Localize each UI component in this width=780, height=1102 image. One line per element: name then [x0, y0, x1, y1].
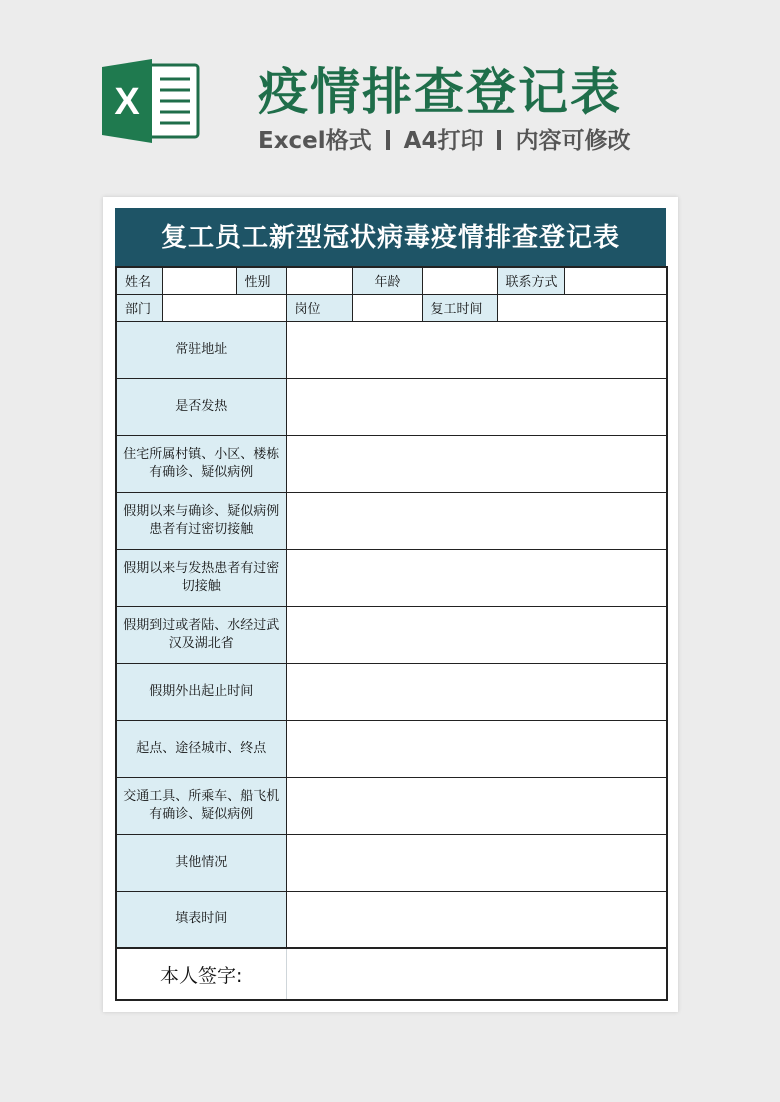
- question-label: 其他情况: [116, 834, 286, 891]
- answer-field[interactable]: [286, 606, 667, 663]
- age-field[interactable]: [422, 267, 497, 294]
- info-row-2: [116, 294, 667, 321]
- answer-field[interactable]: [286, 321, 667, 378]
- info-row-1: [116, 267, 667, 294]
- question-label: 常驻地址: [116, 321, 286, 378]
- question-label: 假期外出起止时间: [116, 663, 286, 720]
- name-field[interactable]: [162, 267, 236, 294]
- question-label: 假期以来与确诊、疑似病例患者有过密切接触: [116, 492, 286, 549]
- page-subtitle: [258, 122, 630, 155]
- age-label: 年龄: [352, 267, 422, 294]
- question-row: [116, 378, 667, 435]
- form-table: [115, 266, 668, 1001]
- department-label: 部门: [116, 294, 162, 321]
- name-label: 姓名: [116, 267, 162, 294]
- subtitle-edit: 内容可修改: [515, 128, 631, 154]
- question-row: [116, 834, 667, 891]
- signature-row: [116, 948, 667, 1000]
- answer-field[interactable]: [286, 549, 667, 606]
- question-row: [116, 435, 667, 492]
- subtitle-separator: [497, 130, 501, 150]
- subtitle-separator: [386, 130, 390, 150]
- answer-field[interactable]: [286, 720, 667, 777]
- question-label: 填表时间: [116, 891, 286, 948]
- gender-field[interactable]: [286, 267, 352, 294]
- position-field[interactable]: [352, 294, 422, 321]
- question-label: 假期到过或者陆、水经过武汉及湖北省: [116, 606, 286, 663]
- question-label: 住宅所属村镇、小区、楼栋有确诊、疑似病例: [116, 435, 286, 492]
- question-row: [116, 720, 667, 777]
- contact-label: 联系方式: [497, 267, 564, 294]
- return-time-field[interactable]: [497, 294, 667, 321]
- question-row: [116, 891, 667, 948]
- excel-logo-icon: [100, 55, 200, 145]
- question-label: 交通工具、所乘车、船飞机有确诊、疑似病例: [116, 777, 286, 834]
- subtitle-format: Excel格式: [258, 128, 372, 154]
- question-row: [116, 549, 667, 606]
- question-row: [116, 321, 667, 378]
- registration-form: [115, 208, 666, 1001]
- gender-label: 性别: [236, 267, 286, 294]
- return-time-label: 复工时间: [422, 294, 497, 321]
- page-title: 疫情排查登记表: [258, 63, 622, 121]
- answer-field[interactable]: [286, 378, 667, 435]
- document-page: [103, 197, 678, 1012]
- answer-field[interactable]: [286, 435, 667, 492]
- contact-field[interactable]: [564, 267, 667, 294]
- answer-field[interactable]: [286, 663, 667, 720]
- answer-field[interactable]: [286, 891, 667, 948]
- question-label: 起点、途径城市、终点: [116, 720, 286, 777]
- answer-field[interactable]: [286, 834, 667, 891]
- question-row: [116, 492, 667, 549]
- department-field[interactable]: [162, 294, 286, 321]
- question-row: [116, 777, 667, 834]
- signature-label: 本人签字:: [116, 948, 286, 1000]
- signature-field[interactable]: [286, 948, 667, 1000]
- question-row: [116, 606, 667, 663]
- position-label: 岗位: [286, 294, 352, 321]
- form-title: 复工员工新型冠状病毒疫情排查登记表: [115, 208, 666, 266]
- question-row: [116, 663, 667, 720]
- question-label: 是否发热: [116, 378, 286, 435]
- subtitle-print: A4打印: [403, 128, 484, 154]
- svg-text:X: X: [114, 81, 140, 123]
- question-label: 假期以来与发热患者有过密切接触: [116, 549, 286, 606]
- answer-field[interactable]: [286, 777, 667, 834]
- answer-field[interactable]: [286, 492, 667, 549]
